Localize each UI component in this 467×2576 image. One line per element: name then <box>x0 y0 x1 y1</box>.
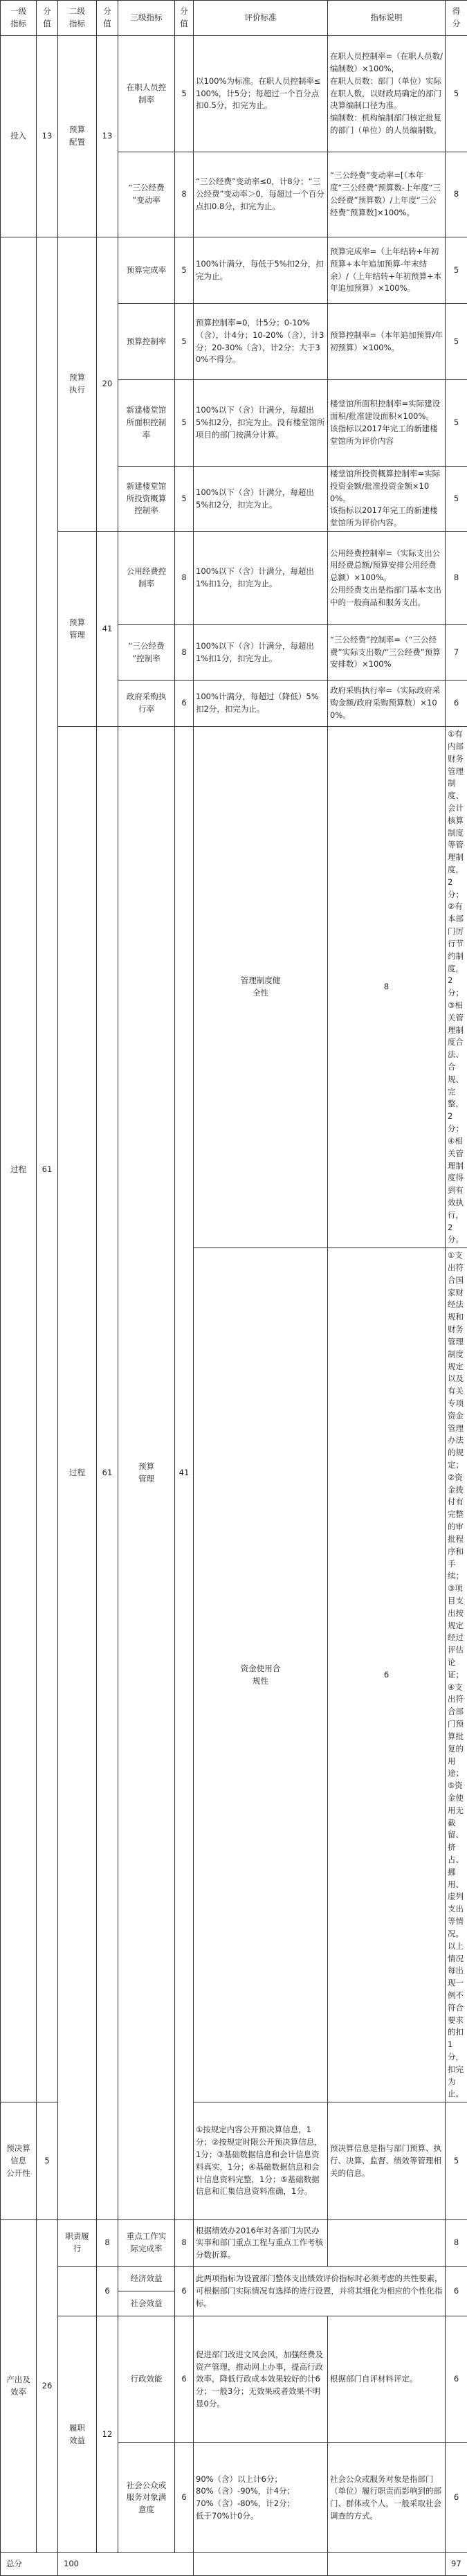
level3-name: 预算完成率 <box>118 237 175 304</box>
level3-name: 资金使用合 规性 <box>194 1248 328 2102</box>
standard-cell: ①支出符合国家财经法规和财务管理制度规定以及有关专项资金管理办法的规定；②资金拨付有完整的审批程序和手续；③项目支出按规定经过评估论证；④支出符合部门预算批复的用途；⑤资金使用无截留、挤占、挪用、虚列支出等情况。以上情况每出现一例不符合要求的扣1分，扣完为止。 <box>446 1248 467 2102</box>
level3-score: 6 <box>175 2443 194 2553</box>
note-cell: 根据部门自评材料评定。 <box>328 2316 446 2443</box>
got-cell: 8 <box>446 2220 467 2267</box>
level3-score: 6 <box>175 2267 194 2316</box>
level2-name: 履职 效益 <box>58 2316 97 2553</box>
level2-score: 41 <box>175 727 194 2220</box>
level3-name: 重点工作实 际完成率 <box>118 2220 175 2267</box>
header-level2-score: 分 值 <box>97 1 118 36</box>
header-got: 得 分 <box>446 1 467 36</box>
level1-name: 过程 <box>58 727 97 2220</box>
level3-score: 5 <box>175 304 194 380</box>
level3-name: 社会公众或 服务对象满 意度 <box>118 2443 175 2553</box>
note-cell: 预算完成率=（上年结转+年初预算+本年追加预算-年末结余）/（上年结转+年初预算+本年追加预算）×100%。 <box>328 237 446 304</box>
table-row <box>1 36 467 152</box>
standard-cell: 100%以下（含）计满分，每超出1%扣1分，扣完为止。 <box>194 625 328 681</box>
level2-name: 预算 配置 <box>58 36 97 237</box>
table-row <box>1 2220 467 2267</box>
level3-name: 新建楼堂馆 所投资概算 控制率 <box>118 467 175 532</box>
table-row <box>1 2267 467 2291</box>
header-note: 指标说明 <box>328 1 446 36</box>
level3-name: 预算控制率 <box>118 304 175 380</box>
level3-name: 管理制度健 全性 <box>194 727 328 1248</box>
note-cell: “三公经费”控制率=（“三公经费”实际支出数/“三公经费”预算安排数）×100% <box>328 625 446 681</box>
table-row <box>1 2316 467 2443</box>
note-cell: 预算控制率=（本年追加预算/年初预算）×100%。 <box>328 304 446 380</box>
level3-score: 6 <box>175 681 194 727</box>
level3-score: 8 <box>175 532 194 625</box>
note-cell <box>328 2220 446 2267</box>
got-cell: 5 <box>446 467 467 532</box>
level2-name: 预算 执行 <box>58 237 97 532</box>
level3-score: 8 <box>175 152 194 237</box>
level3-score: 5 <box>175 467 194 532</box>
level3-score: 8 <box>328 727 446 1248</box>
table-row <box>1 532 467 625</box>
note-cell: 公用经费控制率=（实际支出公用经费总额/预算安排公用经费总额）×100%。 公用经费支出是指部门基本支出中的一般商品和服务支出。 <box>328 532 446 625</box>
level2-name: 预算 管理 <box>118 727 175 2220</box>
total-got: 97 <box>446 2553 467 2576</box>
level2-score: 8 <box>97 2220 118 2267</box>
standard-cell: 100%以下（含）计满分，每超出5%扣2分，扣完为止。 <box>194 467 328 532</box>
level1-name: 过程 <box>1 237 37 2102</box>
got-cell: 6 <box>446 2267 467 2316</box>
level3-score: 5 <box>175 36 194 152</box>
total-label: 总分 <box>1 2553 58 2576</box>
level2-name: 职责履 行 <box>58 2220 97 2267</box>
level3-score: 6 <box>175 2316 194 2443</box>
level3-name: 预决算信息 公开性 <box>1 2102 37 2220</box>
standard-cell: 此两项指标为设置部门整体支出绩效评价指标时必须考虑的共性要素，可根据部门实际情况有选择的进行设置，并将其细化为相应的个性化指标。 <box>194 2267 446 2316</box>
standard-cell: 预算控制率=0，计5分；0-10%（含），计4分；10-20%（含），计3分；20-30%（含），计2分；大于30%不得分。 <box>194 304 328 380</box>
got-cell: 7 <box>446 625 467 681</box>
standard-cell: 100%计满分，每低于5%扣2分，扣完为止。 <box>194 237 328 304</box>
table-row <box>1 237 467 304</box>
total-empty-note <box>328 2553 446 2576</box>
header-standard: 评价标准 <box>194 1 328 36</box>
got-cell: 8 <box>446 532 467 625</box>
standard-cell: ①按规定内容公开预决算信息，1分；②按规定时限公开预决算信息，1分；③基础数据信息和会计信息资料真实，1分；④基础数据信息和会计信息资料完整，1分；⑤基础数据信息和汇集信息资料准确，1分。 <box>194 2102 328 2220</box>
got-cell: 5 <box>446 380 467 467</box>
standard-cell: 以100%为标准。在职人员控制率≤100%，计5分；每超过一个百分点扣0.5分，扣完为止。 <box>194 36 328 152</box>
level2-score: 41 <box>97 532 118 727</box>
standard-cell: 90%（含）以上计6分； 80%（含）-90%，计4分； 70%（含）-80%，计2分； 低于70%计0分。 <box>194 2443 328 2553</box>
level2-score: 12 <box>97 2316 118 2553</box>
level3-name: 在职人员控 制率 <box>118 36 175 152</box>
got-cell: 8 <box>446 152 467 237</box>
got-cell: 6 <box>446 2316 467 2443</box>
level3-score: 8 <box>175 2220 194 2267</box>
header-level3: 三级指标 <box>118 1 175 36</box>
level3-name: 经济效益 <box>118 2267 175 2291</box>
level3-score: 5 <box>175 380 194 467</box>
standard-cell: 促进部门改进文风会风，加强经费及资产管理，推动网上办事，提高行政效率，降低行政成本效果较好的计6分；一般3分；无效果或者效果不明显0分。 <box>194 2316 328 2443</box>
level2-name: 预算 管理 <box>58 532 97 727</box>
standard-cell: “三公经费”变动率≤0，计8分；“三公经费”变动率＞0，每超过一个百分点扣0.8分，扣完为止。 <box>194 152 328 237</box>
level2-score: 20 <box>97 237 118 532</box>
got-cell: 5 <box>446 36 467 152</box>
level3-name: 新建楼堂馆 所面积控制 率 <box>118 380 175 467</box>
standard-cell: 100%以下（含）计满分，每超出1%扣1分，扣完为止。 <box>194 532 328 625</box>
level1-score: 26 <box>37 2220 58 2553</box>
level3-name: “三公经费 ”控制率 <box>118 625 175 681</box>
level1-score: 61 <box>37 237 58 2102</box>
note-cell: 政府采购执行率=（实际政府采购金额/政府采购预算数）×100%。 <box>328 681 446 727</box>
level3-name: “三公经费 ”变动率 <box>118 152 175 237</box>
got-cell: 5 <box>446 2102 467 2220</box>
level3-score: 6 <box>328 1248 446 2102</box>
total-empty-standard <box>194 2553 328 2576</box>
header-level1-score: 分 值 <box>37 1 58 36</box>
note-cell: “三公经费”变动率=[（本年度“三公经费”预算数-上年度“三公经费”预算数）/上年度“三公经费”预算数]×100%。 <box>328 152 446 237</box>
level2-name <box>58 2267 97 2316</box>
note-cell: 楼堂馆所投资概算控制率=实际投资金额/批准投资金额×100%。 该指标以2017年完工的新建楼堂馆所为评价内容。 <box>328 467 446 532</box>
level3-name: 社会效益 <box>118 2291 175 2316</box>
level3-score: 5 <box>37 2102 58 2220</box>
standard-cell: ①有内部财务管理制度、会计核算制度等管理制度，2分；②有本部门厉行节约制度，2分；③相关管理制度合法、合规、完整，2分；④相关管理制度得到有效执行，2分。 <box>446 727 467 1248</box>
level1-score: 13 <box>37 36 58 237</box>
standard-cell: 根据绩效办2016年对各部门为民办实事和部门重点工程与重点工作考核分数折算。 <box>194 2220 328 2267</box>
level2-score: 6 <box>97 2267 118 2316</box>
header-level3-score: 分 值 <box>175 1 194 36</box>
level3-score: 8 <box>175 625 194 681</box>
note-cell: 在职人员控制率=（在职人员数/编制数）×100%， 在职人员数：部门（单位）实际在职人数，以财政局确定的部门决算编制口径为准。 编制数：机构编制部门核定批复的部门（单位）的人员编制数。 <box>328 36 446 152</box>
total-score: 100 <box>58 2553 194 2576</box>
note-cell: 预决算信息是指与部门预算、执行、决算、监督、绩效等管理相关的信息。 <box>328 2102 446 2220</box>
note-cell: 楼堂馆所面积控制率=实际建设面积/批准建设面积×100%。 该指标以2017年完工的新建楼堂馆所为评价内容 <box>328 380 446 467</box>
note-cell: 社会公众或服务对象是指部门（单位）履行职责而影响到的部门、群体或个人，一般采取社会调查的方式。 <box>328 2443 446 2553</box>
header-level2: 二级 指标 <box>58 1 97 36</box>
header-row <box>1 1 467 36</box>
level2-score: 13 <box>97 36 118 237</box>
standard-cell: 100%以下（含）计满分，每超出5%扣2分，扣完为止。没有楼堂馆所项目的部门按满分计算。 <box>194 380 328 467</box>
level1-name: 产出及 效率 <box>1 2220 37 2553</box>
level3-score: 5 <box>175 237 194 304</box>
level3-name: 行政效能 <box>118 2316 175 2443</box>
level1-name: 投入 <box>1 36 37 237</box>
total-row <box>1 2553 467 2576</box>
header-level1: 一级 指标 <box>1 1 37 36</box>
got-cell: 5 <box>446 237 467 304</box>
level3-name: 政府采购执 行率 <box>118 681 175 727</box>
standard-cell: 100%计满分，每超过（降低）5%扣2分，扣完为止。 <box>194 681 328 727</box>
got-cell: 6 <box>446 2443 467 2553</box>
level1-score: 61 <box>97 727 118 2220</box>
table-row <box>1 727 467 1248</box>
got-cell: 5 <box>446 304 467 380</box>
got-cell: 6 <box>446 681 467 727</box>
level3-name: 公用经费控 制率 <box>118 532 175 625</box>
